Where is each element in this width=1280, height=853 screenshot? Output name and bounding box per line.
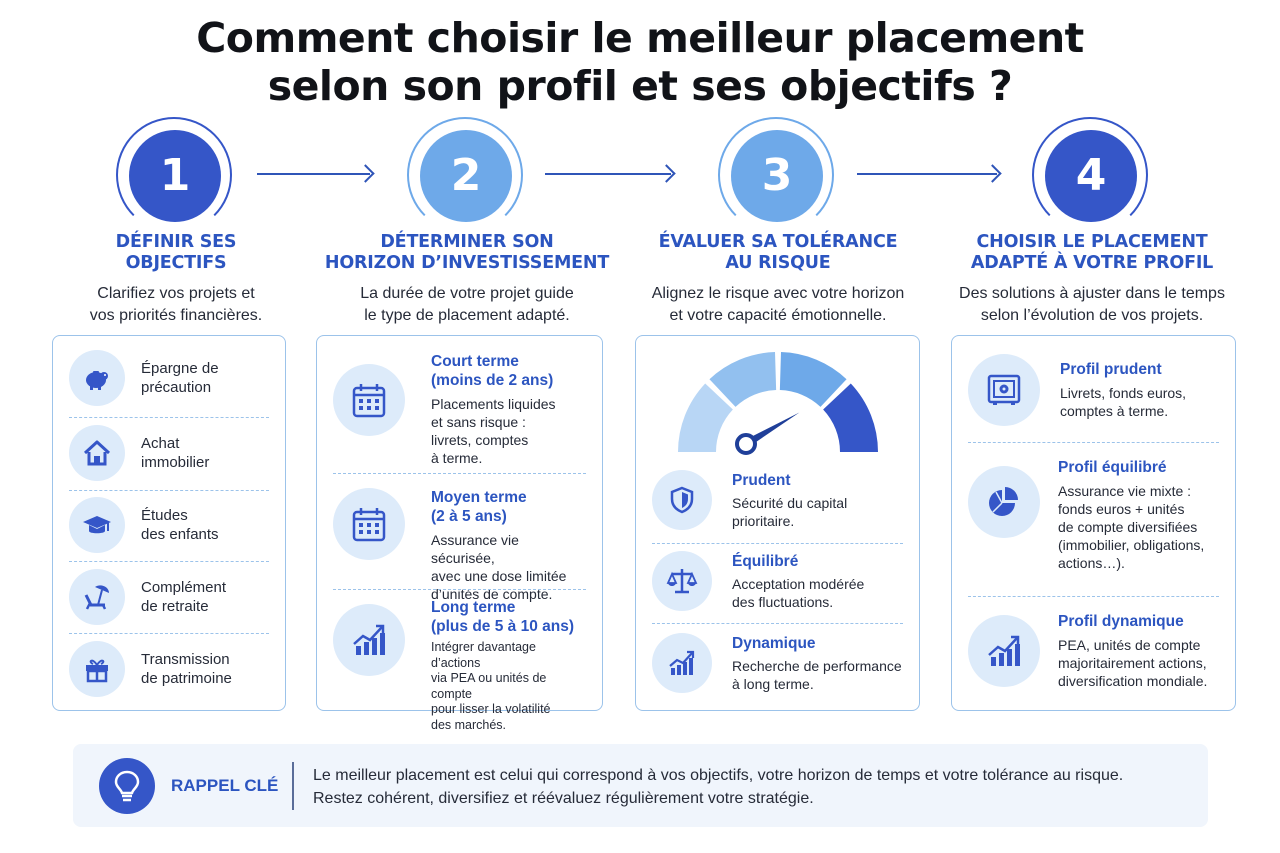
objective-label [141, 578, 226, 616]
horizon-desc-line: Intégrer davantage d’actions [431, 640, 536, 670]
step-1-desc-line: Clarifiez vos projets et [97, 285, 255, 302]
step-4 [942, 116, 1242, 327]
piggy-bank-icon [69, 350, 125, 406]
key-reminder-line: Restez cohérent, diversifiez et réévaluez régulièrement votre stratégie. [313, 790, 814, 807]
step-2-desc-line: La durée de votre projet guide [360, 285, 574, 302]
step-3-description [628, 283, 928, 327]
horizon-desc-line: et sans risque : [431, 414, 526, 430]
step-3-number: 3 [731, 130, 823, 222]
objective-label-line: de patrimoine [141, 670, 232, 687]
objective-label-line: Études [141, 507, 188, 524]
risk-profile-desc [732, 657, 902, 693]
risk-profile-heading: Équilibré [732, 552, 799, 570]
page-title [0, 14, 1280, 110]
placement-desc-line: fonds euros + unités [1058, 501, 1185, 517]
key-reminder-banner [73, 744, 1208, 827]
horizon-desc-line: Assurance vie sécurisée, [431, 532, 519, 566]
pie-chart-icon [968, 466, 1040, 538]
horizon-desc-line: Placements liquides [431, 396, 556, 412]
list-item [652, 551, 903, 611]
gauge-needle-hub [737, 435, 755, 453]
step-1-title-line: OBJECTIFS [125, 253, 227, 273]
placement-desc-line: PEA, unités de compte [1058, 637, 1201, 653]
risk-profile-desc-line: Recherche de performance [732, 657, 902, 674]
divider [69, 633, 269, 634]
placement-desc-line: diversification mondiale. [1058, 673, 1208, 689]
risk-profile-heading: Prudent [732, 471, 791, 489]
step-4-number: 4 [1045, 130, 1137, 222]
step-4-description [942, 283, 1242, 327]
step-3-title-line: ÉVALUER SA TOLÉRANCE [658, 232, 898, 252]
list-item [968, 458, 1219, 572]
safe-icon [968, 354, 1040, 426]
divider [69, 561, 269, 562]
horizon-text [431, 352, 556, 467]
horizon-text [431, 488, 586, 603]
step-1-title-line: DÉFINIR SES [115, 232, 237, 252]
objective-label-line: Épargne de [141, 360, 219, 377]
divider [333, 473, 586, 474]
page-title-line-2: selon son profil et ses objectifs ? [267, 62, 1013, 110]
horizon-heading [431, 488, 586, 526]
step-3 [628, 116, 928, 327]
step-2 [317, 116, 617, 327]
risk-profile-desc [732, 494, 847, 530]
horizon-desc-line: avec une dose limitée [431, 568, 567, 584]
placement-heading: Profil prudent [1060, 361, 1162, 378]
list-item [69, 569, 269, 625]
placement-desc-line: actions…). [1058, 555, 1125, 571]
risk-profile-text [732, 471, 847, 530]
horizon-desc [431, 640, 586, 733]
growth-chart-icon [652, 633, 712, 693]
key-reminder-divider [292, 762, 294, 810]
horizon-heading-line: (2 à 5 ans) [431, 508, 507, 525]
list-item [333, 352, 586, 467]
key-reminder-line: Le meilleur placement est celui qui correspond à vos objectifs, votre horizon de temps et votre tolérance au risque. [313, 767, 1124, 784]
risk-gauge-needle [737, 412, 799, 453]
risk-profile-text [732, 634, 902, 693]
divider [652, 543, 903, 544]
objective-label [141, 359, 219, 397]
list-item [652, 633, 903, 693]
objective-label-line: Achat [141, 435, 180, 452]
risk-gauge-segments [678, 352, 878, 452]
graduation-cap-icon [69, 497, 125, 553]
horizon-heading [431, 352, 556, 390]
risk-profile-desc-line: à long terme. [732, 675, 814, 692]
risk-profile-desc-line: Sécurité du capital [732, 494, 848, 511]
step-3-title-line: AU RISQUE [725, 253, 831, 273]
placement-text [1060, 360, 1186, 420]
divider [333, 589, 586, 590]
horizon-desc-line: livrets, comptes [431, 432, 529, 448]
objective-label-line: précaution [141, 379, 212, 396]
risk-profile-desc [732, 575, 864, 611]
shield-icon [652, 470, 712, 530]
objective-label [141, 650, 232, 688]
step-3-badge [717, 116, 839, 220]
horizon-heading-line: (moins de 2 ans) [431, 372, 554, 389]
horizon-desc-line: des marchés. [431, 717, 507, 732]
divider [652, 623, 903, 624]
divider [69, 417, 269, 418]
list-item [968, 354, 1219, 426]
step-4-desc-line: selon l’évolution de vos projets. [980, 307, 1204, 324]
list-item [968, 612, 1219, 690]
key-reminder-text [313, 764, 1123, 810]
step-1-description [26, 283, 326, 327]
risk-profile-desc-line: prioritaire. [732, 512, 795, 529]
list-item [69, 497, 269, 553]
objective-label-line: immobilier [141, 454, 210, 471]
step-4-badge [1031, 116, 1153, 220]
step-2-desc-line: le type de placement adapté. [364, 307, 570, 324]
step-1-desc-line: vos priorités financières. [89, 307, 263, 324]
lightbulb-icon [99, 758, 155, 814]
divider [968, 596, 1219, 597]
horizon-heading-line: Long terme [431, 599, 516, 616]
objective-label-line: Complément [141, 579, 227, 596]
list-item [69, 641, 269, 697]
risk-card [635, 335, 920, 711]
placement-text [1058, 612, 1207, 690]
horizon-heading-line: Court terme [431, 353, 519, 370]
step-1-number: 1 [129, 130, 221, 222]
horizon-heading [431, 598, 586, 636]
objective-label-line: Transmission [141, 651, 230, 668]
beach-chair-icon [69, 569, 125, 625]
risk-gauge [674, 348, 882, 460]
risk-profile-desc-line: des fluctuations. [732, 593, 834, 610]
horizon-desc [431, 395, 556, 467]
step-2-badge [406, 116, 528, 220]
house-icon [69, 425, 125, 481]
step-4-desc-line: Des solutions à ajuster dans le temps [959, 285, 1225, 302]
risk-profile-desc-line: Acceptation modérée [732, 575, 865, 592]
step-3-desc-line: et votre capacité émotionnelle. [669, 307, 887, 324]
risk-profile-text [732, 552, 864, 611]
placement-desc [1060, 384, 1186, 420]
step-4-title [942, 232, 1242, 274]
horizon-text [431, 598, 586, 733]
horizon-desc-line: à terme. [431, 450, 483, 466]
growth-chart-icon [968, 615, 1040, 687]
gift-icon [69, 641, 125, 697]
objective-label [141, 434, 209, 472]
step-4-title-line: ADAPTÉ À VOTRE PROFIL [970, 253, 1214, 273]
placement-desc-line: Assurance vie mixte : [1058, 483, 1192, 499]
objective-label-line: de retraite [141, 598, 209, 615]
step-3-title [628, 232, 928, 274]
placement-text [1058, 458, 1204, 572]
placement-desc [1058, 482, 1204, 572]
placement-desc [1058, 636, 1207, 690]
horizon-desc-line: pour lisser la volatilité [431, 702, 551, 716]
step-2-title-line: DÉTERMINER SON [380, 232, 554, 252]
calendar-icon [333, 488, 405, 560]
horizon-heading-line: (plus de 5 à 10 ans) [431, 618, 574, 635]
list-item [333, 488, 586, 603]
placement-heading: Profil équilibré [1058, 459, 1167, 476]
divider [69, 490, 269, 491]
step-2-description [317, 283, 617, 327]
growth-chart-icon [333, 604, 405, 676]
step-3-desc-line: Alignez le risque avec votre horizon [651, 285, 905, 302]
objective-label-line: des enfants [141, 526, 219, 543]
divider [968, 442, 1219, 443]
step-1-title [26, 232, 326, 274]
list-item [333, 598, 586, 733]
horizon-desc-line: d’unités de compte. [431, 586, 553, 602]
risk-profile-heading: Dynamique [732, 634, 816, 652]
page-title-line-1: Comment choisir le meilleur placement [196, 14, 1084, 62]
placement-desc-line: de compte diversifiées [1058, 519, 1198, 535]
horizons-card [316, 335, 603, 732]
placement-desc-line: majoritairement actions, [1058, 655, 1207, 671]
list-item [69, 425, 269, 481]
objective-label [141, 506, 219, 544]
objectives-card [52, 335, 286, 711]
step-4-title-line: CHOISIR LE PLACEMENT [976, 232, 1208, 252]
scales-icon [652, 551, 712, 611]
horizon-desc-line: via PEA ou unités de compte [431, 671, 547, 701]
placements-card [951, 335, 1236, 711]
placement-heading: Profil dynamique [1058, 613, 1184, 630]
horizon-heading-line: Moyen terme [431, 489, 527, 506]
placement-desc-line: (immobilier, obligations, [1058, 537, 1205, 553]
list-item [69, 350, 269, 406]
step-2-title [317, 232, 617, 274]
step-1 [26, 116, 326, 327]
calendar-icon [333, 364, 405, 436]
list-item [652, 470, 903, 530]
placement-desc-line: Livrets, fonds euros, [1060, 385, 1187, 401]
step-1-badge [115, 116, 237, 220]
key-reminder-label: RAPPEL CLÉ [171, 776, 279, 795]
placement-desc-line: comptes à terme. [1060, 403, 1169, 419]
horizon-desc [431, 531, 586, 603]
step-2-title-line: HORIZON D’INVESTISSEMENT [324, 253, 610, 273]
step-2-number: 2 [420, 130, 512, 222]
